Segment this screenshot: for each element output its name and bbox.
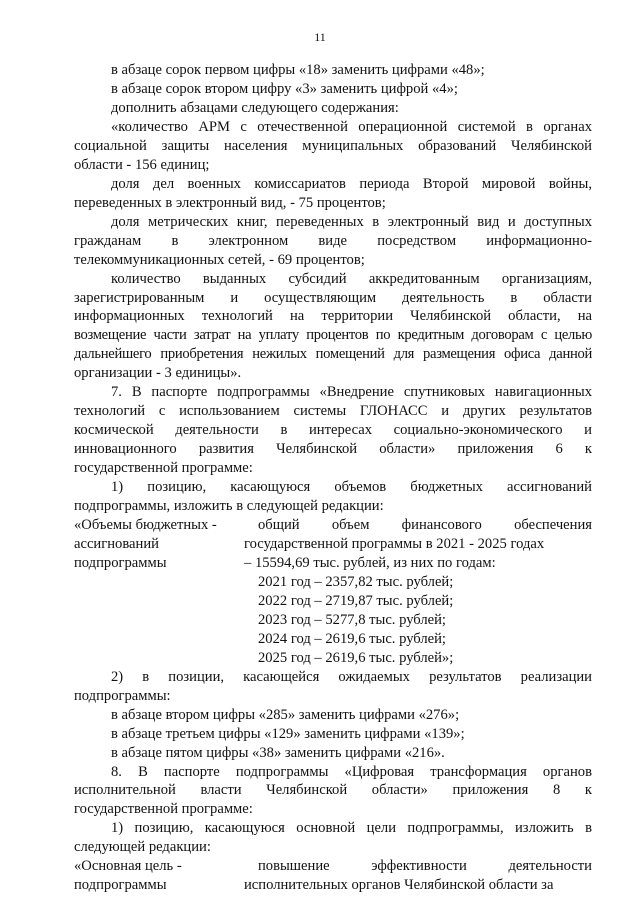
text-line: телекоммуникационных сетей, - 69 процентов; — [74, 252, 365, 268]
text-line: инновационного развития Челябинской области» приложения 6 к — [74, 441, 592, 457]
text-line: государственной программе: — [74, 801, 253, 817]
text-line: в абзаце третьем цифры «129» заменить цифрами «139»; — [111, 726, 465, 742]
text-line: 1) позицию, касающуюся объемов бюджетных ассигнований — [111, 479, 592, 495]
text-line: гражданам в электронном виде посредством информационно- — [74, 233, 592, 249]
text-line: в абзаце пятом цифры «38» заменить цифрами «216». — [111, 745, 445, 761]
text-line: зарегистрированным и осуществляющим деятельность в области — [74, 290, 592, 306]
budget-year-text: 2023 год – 5277,8 тыс. рублей; — [258, 612, 446, 628]
budget-year-text: 2022 год – 2719,87 тыс. рублей; — [258, 593, 454, 609]
text-line: области - 156 единиц; — [74, 157, 210, 173]
text-line: подпрограммы: — [74, 688, 171, 704]
text-line: дополнить абзацами следующего содержания: — [111, 100, 399, 116]
text-line: космической деятельности в интересах социально-экономического и — [74, 422, 592, 438]
budget-label: подпрограммы — [74, 555, 167, 571]
budget-year-text: 2024 год – 2619,6 тыс. рублей; — [258, 631, 446, 647]
page-number: 11 — [314, 30, 326, 44]
text-line: количество выданных субсидий аккредитованным организациям, — [111, 271, 592, 287]
budget-label: «Объемы бюджетных - — [74, 517, 217, 533]
text-line: в абзаце сорок втором цифру «3» заменить цифрой «4»; — [111, 81, 458, 97]
budget-text: – 15594,69 тыс. рублей, из них по годам: — [244, 555, 496, 571]
budget-text: общий объем финансового обеспечения — [258, 517, 592, 533]
goal-text: исполнительных органов Челябинской области за — [244, 877, 554, 893]
text-line: переведенных в электронный вид, - 75 процентов; — [74, 195, 386, 211]
text-line: 1) позицию, касающуюся основной цели подпрограммы, изложить в — [111, 820, 592, 836]
text-line: возмещение части затрат на уплату процентов по кредитным договорам с целью — [74, 327, 592, 343]
budget-year-text: 2025 год – 2619,6 тыс. рублей»; — [258, 650, 454, 666]
text-line: следующей редакции: — [74, 839, 211, 855]
goal-text: повышение эффективности деятельности — [258, 858, 592, 874]
budget-text: государственной программы в 2021 - 2025 годах — [244, 536, 545, 552]
text-line: «количество АРМ с отечественной операционной системой в органах — [111, 119, 592, 135]
goal-label: подпрограммы — [74, 877, 167, 893]
budget-year-text: 2021 год – 2357,82 тыс. рублей; — [258, 574, 454, 590]
text-line: доля метрических книг, переведенных в электронный вид и доступных — [111, 214, 592, 230]
text-line: доля дел военных комиссариатов периода Второй мировой войны, — [111, 176, 592, 192]
text-line: информационных технологий на территории Челябинской области, на — [74, 308, 592, 324]
text-line: исполнительной власти Челябинской области» приложения 8 к — [74, 782, 592, 798]
goal-label: «Основная цель - — [74, 858, 182, 874]
text-line: в абзаце втором цифры «285» заменить цифрами «276»; — [111, 707, 460, 723]
text-line: организации - 3 единицы». — [74, 365, 242, 381]
text-line: 2) в позиции, касающейся ожидаемых результатов реализации — [111, 669, 592, 685]
text-line: дальнейшего приобретения нежилых помещений для размещения офиса данной — [74, 346, 592, 362]
text-line: 8. В паспорте подпрограммы «Цифровая трансформация органов — [111, 764, 592, 780]
budget-label: ассигнований — [74, 536, 159, 552]
text-line: 7. В паспорте подпрограммы «Внедрение спутниковых навигационных — [111, 384, 592, 400]
text-line: технологий с использованием системы ГЛОНАСС и других результатов — [74, 403, 592, 419]
text-line: государственной программе: — [74, 460, 253, 476]
text-line: в абзаце сорок первом цифры «18» заменить цифрами «48»; — [111, 62, 485, 78]
text-line: социальной защиты населения муниципальных образований Челябинской — [74, 138, 592, 154]
text-line: подпрограммы, изложить в следующей редакции: — [74, 498, 384, 514]
